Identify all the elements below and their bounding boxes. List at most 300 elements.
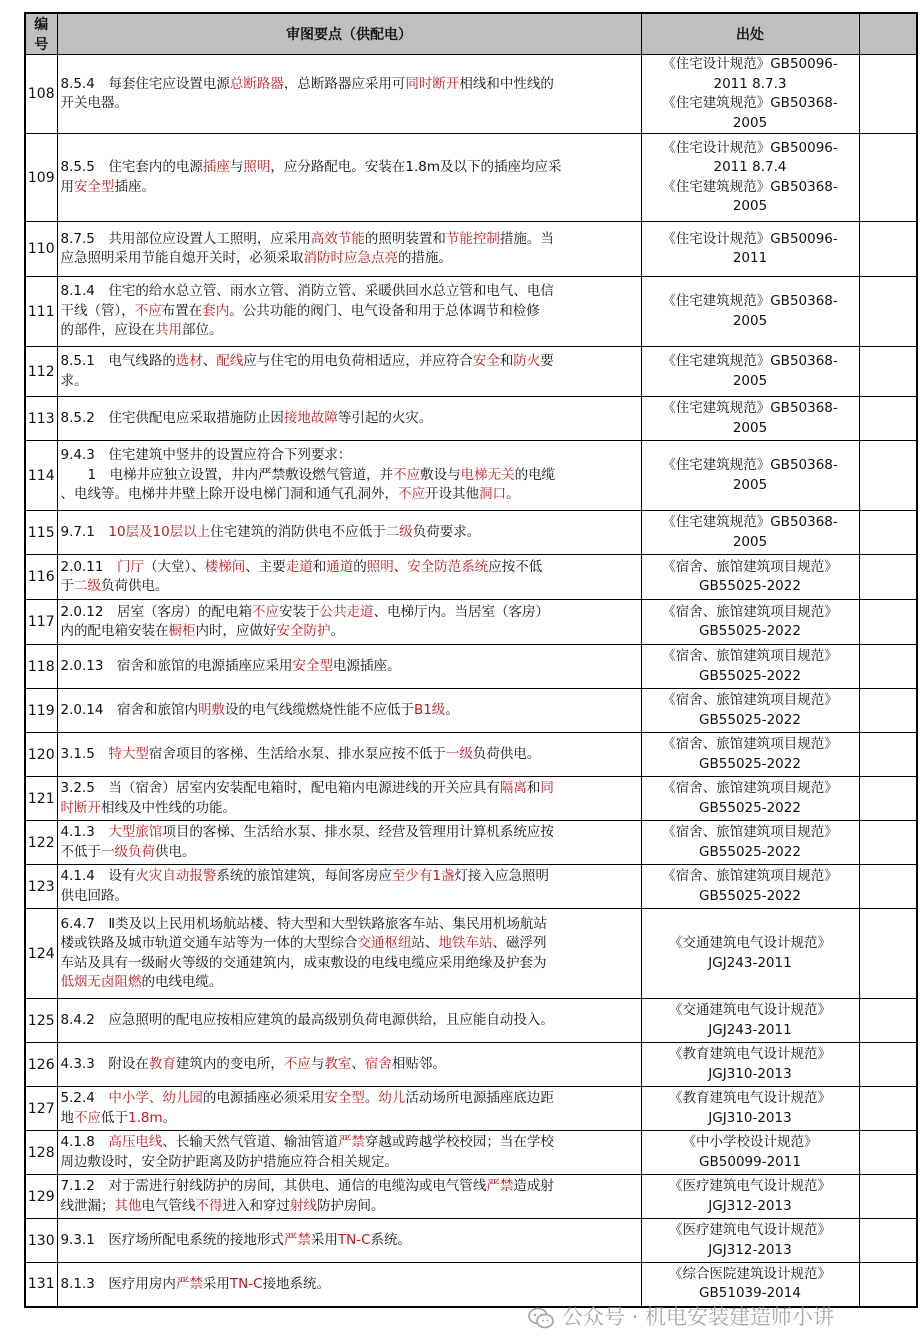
content-text: 等引起的火灾。 [337,409,433,426]
table-row [25,222,917,277]
highlight-text: 套内 [202,302,230,319]
content-text: 9.3.1 医疗场所配电系统的接地形式 [60,1231,284,1248]
content-text: 1 电梯井应独立设置，井内严禁敷设燃气管道，并 [60,466,394,483]
content-text: 2.0.11 [60,558,117,575]
row-number: 125 [25,999,57,1043]
content-text: 与 [229,159,244,175]
source-line: 《宿舍、旅馆建筑项目规范》 [662,868,838,884]
highlight-text: 高压电线 [108,1134,163,1150]
highlight-text: 不应 [251,603,279,620]
row-number: 108 [25,55,57,134]
table-row [25,134,917,222]
content-text: 4.1.3 [60,824,109,840]
content-line [61,302,638,322]
source-line: 2005 [732,198,768,214]
row-source [641,441,859,511]
content-line [61,823,638,843]
content-text: 电源插座。 [332,657,401,674]
row-content [57,645,641,689]
row-content [57,511,641,555]
table-row [25,1219,917,1263]
content-text: 的电源插座必须采用 [202,1090,325,1106]
content-line [61,466,638,486]
highlight-text: 门厅 [116,558,144,575]
highlight-text: 总断路器 [229,75,284,92]
content-text: 灯接入应急照明 [454,868,549,884]
source-line: 《宿舍、旅馆建筑项目规范》 [662,736,838,752]
source-line: GB55025-2022 [699,843,801,860]
highlight-text: 低烟无卤阻燃 [60,974,142,990]
row-number: 124 [25,909,57,999]
content-text: 于 [60,578,74,594]
highlight-text: 明敷 [197,701,225,718]
source-line: GB55025-2022 [699,755,801,772]
row-source [641,1175,859,1219]
source-line: 《宿舍、旅馆建筑项目规范》 [662,648,838,664]
content-text: 开关电器。 [60,95,128,111]
row-number: 120 [25,733,57,777]
highlight-text: 幼儿 [378,1090,406,1106]
content-text: 采用 [310,1231,338,1248]
source-line: 2005 [732,476,768,493]
content-text: 8.5.2 住宅供配电应采取措施防止因 [60,409,284,426]
content-line [61,1231,638,1251]
highlight-text: 10层及10层以上 [108,523,211,540]
highlight-text: 教育 [148,1055,176,1072]
content-text: ，应分路配电。安装在1.8m及以下的插座均应采 [270,159,562,175]
source-line: 《宿舍、旅馆建筑项目规范》 [662,558,838,575]
content-line [61,745,638,765]
content-line [61,1275,638,1295]
row-extra [859,1219,917,1263]
source-line: 《住宅建筑规范》GB50368- [662,178,838,195]
row-number: 112 [25,347,57,397]
highlight-text: 不应 [398,486,425,503]
highlight-text: 不应 [393,466,421,483]
source-line: 《医疗建筑电气设计规范》 [669,1178,831,1194]
table-row [25,1175,917,1219]
row-source [641,397,859,441]
highlight-text: 射线 [290,1197,317,1214]
source-line: 《宿舍、旅馆建筑项目规范》 [662,824,838,840]
row-number: 123 [25,865,57,909]
content-text: 和 [312,558,327,575]
highlight-text: 安全型 [292,657,333,674]
content-text: 接地系统。 [262,1275,331,1292]
content-line [61,75,638,95]
content-line [61,230,638,250]
content-text: 系统。 [370,1231,412,1248]
content-line [61,94,638,114]
row-number: 131 [25,1263,57,1307]
highlight-text: 选材 [175,353,203,369]
source-line: 《交通建筑电气设计规范》 [669,1002,831,1018]
content-line [61,867,638,887]
row-content [57,600,641,645]
source-line: 《中小学校设计规范》 [682,1134,818,1150]
source-line: 2011 8.7.4 [713,159,787,175]
table-row [25,865,917,909]
highlight-text: 火灾自动报警 [135,868,217,884]
highlight-text: 教室 [324,1055,352,1072]
row-content [57,1219,641,1263]
content-text: 。公共功能的阀门、电气设备和用于总体调节和检修 [229,302,540,319]
row-source [641,222,859,277]
source-line: 《教育建筑电气设计规范》 [669,1046,831,1062]
row-extra [859,277,917,347]
row-source [641,347,859,397]
content-text: ，总断路器应采用可 [283,75,406,92]
content-line [61,485,638,505]
row-source [641,1087,859,1131]
source-line: JGJ312-2013 [708,1197,792,1214]
content-line [61,321,638,341]
row-content [57,689,641,733]
content-text: 用 [60,178,74,195]
row-content [57,999,641,1043]
highlight-text: 安全型 [74,178,115,195]
highlight-text: 大型旅馆 [108,824,163,840]
content-text: 措施。当 [499,230,554,247]
content-line [61,603,638,623]
row-content [57,733,641,777]
row-number: 128 [25,1131,57,1175]
content-text: 项目的客梯、生活给水泵、排水泵、经营及管理用计算机系统应按 [162,824,554,840]
row-content [57,821,641,865]
highlight-text: 安全防范系统 [407,558,489,575]
row-source [641,600,859,645]
row-number: 119 [25,689,57,733]
content-text: 。 [506,486,520,503]
table-row [25,1043,917,1087]
content-line [61,558,638,578]
highlight-text: 1.8m [128,1109,163,1126]
row-source [641,689,859,733]
table-row [25,555,917,600]
content-line [61,158,638,178]
row-content [57,1087,641,1131]
source-line: 《教育建筑电气设计规范》 [669,1090,831,1106]
source-line: 《宿舍、旅馆建筑项目规范》 [662,692,838,708]
content-text: 7.1.2 对于需进行射线防护的房间，其供电、通信的电缆沟或电气管线 [60,1178,487,1194]
row-number: 130 [25,1219,57,1263]
content-text: 8.1.4 住宅的给水总立管、雨水立管、消防立管、采暖供回水总立管和电气、电信 [60,283,554,300]
row-source [641,134,859,222]
highlight-text: 照明 [243,159,271,175]
content-text: 9.4.3 住宅建筑中竖井的设置应符合下列要求： [60,447,352,464]
row-content [57,777,641,821]
source-line: GB55025-2022 [699,578,801,594]
content-line [61,1177,638,1197]
highlight-text: 走道 [285,558,313,575]
content-text: 负荷要求。 [412,523,481,540]
content-text: 相线及中性线的功能。 [101,799,236,816]
content-text: 的措施。 [398,250,452,266]
table-row [25,733,917,777]
source-line: GB55025-2022 [699,667,801,684]
content-text: 应按不低 [488,558,543,575]
row-extra [859,441,917,511]
row-source [641,55,859,134]
content-text: 不低于 [60,843,101,860]
source-line: 《住宅建筑规范》GB50368- [662,95,838,111]
content-text: 低于 [101,1109,128,1126]
content-text: 、主要 [245,558,286,575]
content-text: 与 [310,1055,325,1072]
row-extra [859,511,917,555]
content-text: 9.7.1 [60,523,109,540]
highlight-text: 接地故障 [283,409,338,426]
source-line: GB50099-2011 [699,1153,801,1170]
content-text: 布置在 [161,302,203,319]
row-extra [859,733,917,777]
content-text: 3.1.5 [60,745,109,762]
header-extra [859,13,917,55]
content-line [61,799,638,819]
row-content [57,865,641,909]
table-row [25,689,917,733]
content-text: 周边敷设时，安全防护距离及防护措施应符合相关规定。 [60,1153,398,1170]
source-line: 《住宅建筑规范》GB50368- [662,514,838,530]
highlight-text: 配线 [216,353,244,369]
row-content [57,55,641,134]
row-extra [859,55,917,134]
content-line [61,915,638,935]
table-row [25,441,917,511]
source-line: 《住宅建筑规范》GB50368- [662,353,838,369]
highlight-text: 至少有1盏 [391,868,455,884]
content-text: 车站及具有一级耐火等级的交通建筑内，成束敷设的电线电缆应采用绝缘及护套为 [60,954,547,971]
content-line [61,409,638,429]
row-extra [859,134,917,222]
table-row [25,600,917,645]
row-extra [859,689,917,733]
table-row [25,777,917,821]
content-text: 4.1.8 [60,1134,109,1150]
content-line [61,446,638,466]
row-content [57,222,641,277]
content-text: 、长输天然气管道、输油管道 [162,1134,338,1150]
highlight-text: 同 [540,780,554,796]
content-text: 负荷供电。 [472,745,541,762]
content-text: 2.0.14 宿舍和旅馆内 [60,701,198,718]
row-number: 115 [25,511,57,555]
highlight-text: 交通枢纽 [357,935,412,951]
row-content [57,909,641,999]
content-text: 站、 [411,935,439,951]
row-source [641,777,859,821]
row-content [57,347,641,397]
row-number: 122 [25,821,57,865]
source-line: 《住宅设计规范》GB50096- [662,139,838,156]
content-line [61,1109,638,1129]
content-text: 8.7.5 共用部位应设置人工照明，应采用 [60,230,311,247]
row-extra [859,347,917,397]
source-line: 2005 [732,533,768,550]
highlight-text: 不得 [195,1197,223,1214]
source-line: 《住宅建筑规范》GB50368- [662,293,838,309]
wechat-icon [528,1307,554,1329]
content-text: 宿舍项目的客梯、生活给水泵、排水泵应按不低于 [148,745,446,762]
highlight-text: 楼梯间 [204,558,246,575]
source-line: 《宿舍、旅馆建筑项目规范》 [662,780,838,796]
content-text: 8.4.2 应急照明的配电应按相应建筑的最高级别负荷电源供给，且应能自动投入。 [60,1011,554,1028]
row-source [641,733,859,777]
content-text: 住宅建筑的消防供电不应低于 [210,523,386,540]
content-text: 采用 [202,1275,230,1292]
watermark [528,1297,923,1337]
highlight-text: 二级 [385,523,413,540]
content-text: 防护房间。 [317,1197,385,1214]
row-content [57,1043,641,1087]
source-line: GB55025-2022 [699,623,801,639]
review-points-table [24,12,918,1308]
highlight-text: 隔离 [499,780,527,796]
row-number: 129 [25,1175,57,1219]
source-line: JGJ243-2011 [708,1021,792,1038]
content-text: 的 [353,558,367,575]
content-text: 、电线等。电梯井井壁上除开设电梯门洞和通气孔洞外， [60,486,398,503]
row-extra [859,222,917,277]
source-line: 《交通建筑电气设计规范》 [669,935,831,951]
content-text: 4.1.4 设有 [60,868,136,884]
content-text: 。 [445,701,459,718]
row-source [641,645,859,689]
watermark-text: 公众号 · 机电安装建造师小讲 [562,1305,835,1329]
table-row [25,645,917,689]
source-line: 《住宅设计规范》GB50096- [662,230,838,247]
content-line [61,1089,638,1109]
highlight-text: 电梯无关 [460,466,515,483]
content-text: 建筑内的变电所， [175,1055,284,1072]
highlight-text: 防火 [513,353,541,369]
content-line [61,523,638,543]
content-text: 敷设与 [420,466,461,483]
source-line: 2005 [732,419,768,436]
row-number: 109 [25,134,57,222]
row-source [641,909,859,999]
highlight-text: 高效节能 [310,230,365,247]
source-line: 2011 [732,250,768,266]
content-line [61,887,638,907]
content-text: 要 [540,353,554,369]
content-text: 线泄漏； [60,1197,115,1214]
content-line [61,178,638,198]
content-text: 的电线电缆。 [141,974,223,990]
content-text: 8.1.3 医疗用房内 [60,1275,176,1292]
header-content: 审图要点（供配电） [57,13,641,55]
row-source [641,555,859,600]
content-text: 应急照明采用节能自熄开关时，必须采取 [60,250,304,266]
content-text: 和 [499,353,514,369]
row-number: 121 [25,777,57,821]
content-text: 。 [162,1109,177,1126]
content-text: 8.5.5 住宅套内的电源 [60,159,203,175]
row-content [57,397,641,441]
content-line [61,352,638,372]
row-source [641,999,859,1043]
table-row [25,397,917,441]
row-number: 116 [25,555,57,600]
content-text: （大堂）、 [143,558,205,575]
table-row [25,55,917,134]
row-content [57,555,641,600]
highlight-text: 消防时应急点亮 [303,250,398,266]
content-text: 电气管线 [141,1197,196,1214]
content-line [61,622,638,642]
content-line [61,954,638,974]
content-text: 8.5.4 每套住宅应设置电源 [60,75,230,92]
row-number: 126 [25,1043,57,1087]
table-row [25,821,917,865]
content-text: 、磁浮列 [492,935,547,951]
content-text: 、 [393,558,408,575]
table-row [25,277,917,347]
content-text: 安装于 [278,603,320,620]
row-number: 110 [25,222,57,277]
highlight-text: 严禁 [337,1134,365,1150]
content-text: 相线和中性线的 [459,75,554,92]
content-text: 插座。 [114,178,155,195]
content-text: 、电梯厅内。当居室（客房） [373,603,549,620]
content-text: 设的电气线缆燃烧性能不应低于 [224,701,414,718]
content-text: 供电回路。 [60,887,128,904]
row-extra [859,645,917,689]
content-line [61,701,638,721]
highlight-text: 橱柜 [168,623,196,639]
header-source: 出处 [641,13,859,55]
row-number: 114 [25,441,57,511]
highlight-text: 一级 [445,745,473,762]
content-text: 求。 [60,372,88,389]
content-text: 负荷供电。 [101,578,169,594]
row-number: 127 [25,1087,57,1131]
row-number: 117 [25,600,57,645]
table-row [25,909,917,999]
source-line: GB55025-2022 [699,711,801,728]
content-text: 进入和穿过 [222,1197,290,1214]
table-row [25,511,917,555]
source-line: 《宿舍、旅馆建筑项目规范》 [662,603,838,620]
content-text: 穿越或跨越学校校园；当在学校 [364,1134,554,1150]
content-text: 的部件，应设在 [60,322,155,339]
row-extra [859,1131,917,1175]
content-text: 的照明装置和 [364,230,446,247]
content-text: 、 [202,353,217,369]
content-text: 5.2.4 [60,1090,109,1106]
content-text: 内的配电箱安装在 [60,623,169,639]
highlight-text: 安全型 [324,1090,365,1106]
highlight-text: 其他 [114,1197,142,1214]
content-text: 地 [60,1109,74,1126]
row-extra [859,1043,917,1087]
content-text: 2.0.12 居室（客房）的配电箱 [60,603,252,620]
row-extra [859,909,917,999]
content-text: 系统的旅馆建筑，每间客房应 [216,868,392,884]
content-line [61,843,638,863]
highlight-text: 不应 [283,1055,311,1072]
highlight-text: 插座 [202,159,230,175]
content-text: 相贴邻。 [391,1055,446,1072]
table-row [25,999,917,1043]
content-line [61,1197,638,1217]
highlight-text: 二级 [74,578,101,594]
highlight-text: 中小学、幼儿园 [108,1090,203,1106]
row-extra [859,865,917,909]
content-text: 2.0.13 宿舍和旅馆的电源插座应采用 [60,657,293,674]
source-line: 2011 8.7.3 [713,75,787,92]
highlight-text: B1级 [413,701,446,718]
